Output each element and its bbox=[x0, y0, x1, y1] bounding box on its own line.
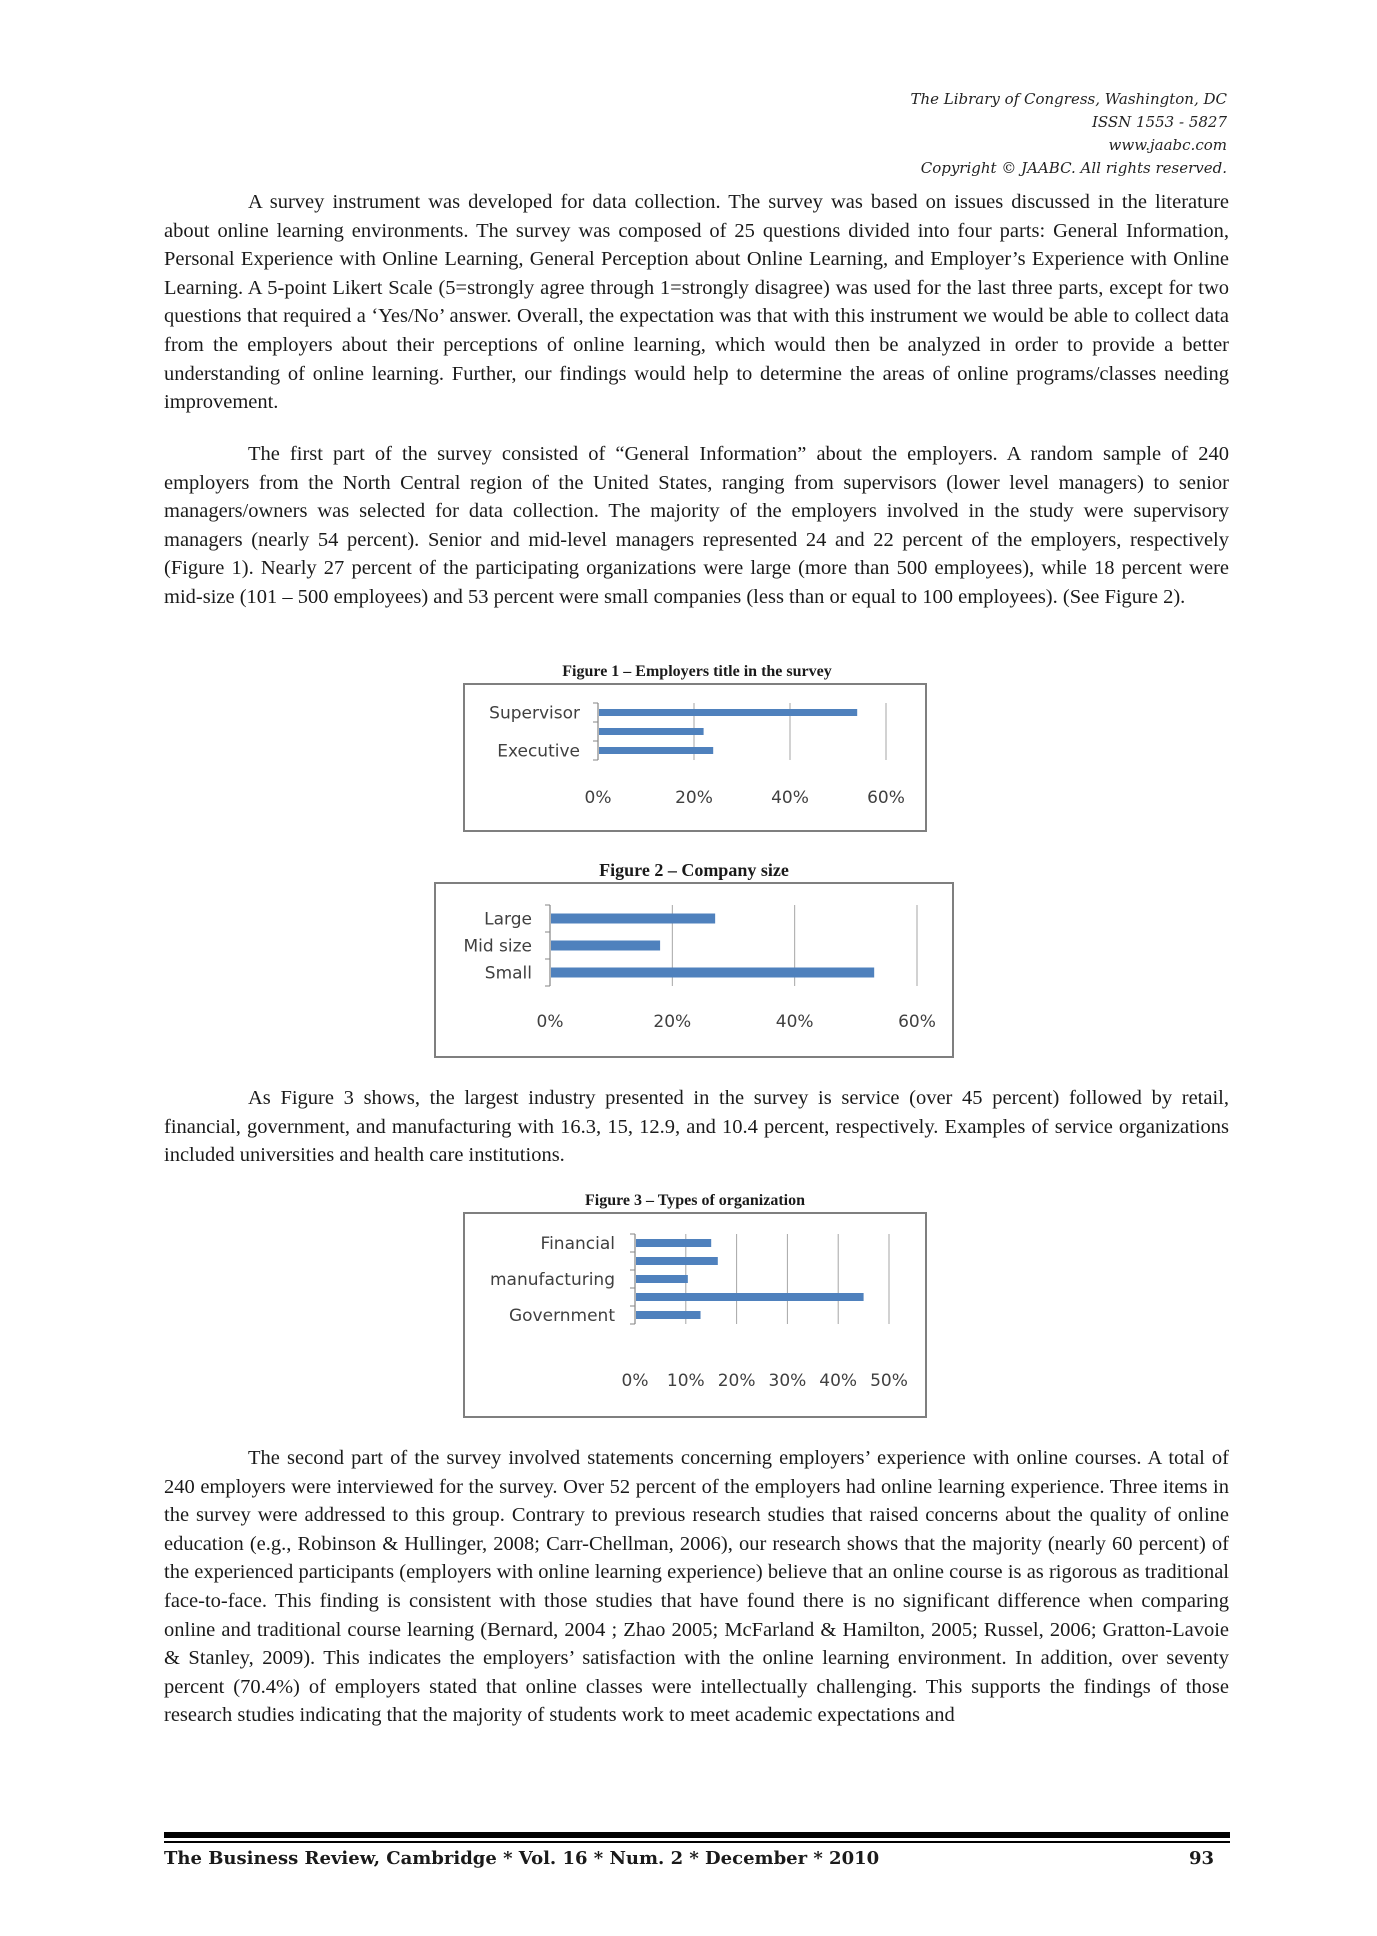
figure-2-title: Figure 2 – Company size bbox=[599, 860, 789, 880]
category-label: Financial bbox=[540, 1234, 615, 1254]
x-tick-label: 0% bbox=[584, 788, 612, 808]
paragraph-2: The first part of the survey consisted of “General Information” about the employers. A random sample of 240 employers from the North Central region of the United States, ranging from supervisors (lower level managers) to senior managers/owners was selected for data collection. The majority of the employers involved in the study were supervisory managers (nearly 54 percent). Senior and mid-level managers represented 24 and 22 percent of the employers, respectively (Figure 1). Nearly 27 percent of the participating organizations were large (more than 500 employees), while 18 percent were mid-size (101 – 500 employees) and 53 percent were small companies (less than or equal to 100 employees). (See Figure 2). bbox=[164, 443, 1229, 608]
x-tick-label: 20% bbox=[717, 1371, 756, 1391]
footer-journal-info: The Business Review, Cambridge * Vol. 16 * Num. 2 * December * 2010 bbox=[164, 1848, 880, 1869]
bar bbox=[636, 1275, 688, 1283]
x-tick-label: 20% bbox=[675, 788, 713, 808]
x-tick-label: 0% bbox=[536, 1012, 564, 1032]
x-tick-label: 0% bbox=[621, 1371, 649, 1391]
category-label: Government bbox=[508, 1306, 615, 1326]
bar bbox=[551, 968, 874, 978]
figure-1-chart bbox=[463, 683, 927, 832]
x-tick-label: 50% bbox=[870, 1371, 908, 1391]
x-tick-label: 40% bbox=[771, 788, 809, 808]
figure-3-chart bbox=[463, 1212, 927, 1418]
x-tick-label: 40% bbox=[775, 1012, 814, 1032]
bar bbox=[636, 1257, 718, 1265]
paragraph-4: The second part of the survey involved statements concerning employers’ experience with online courses. A total of 240 employers were interviewed for the survey. Over 52 percent of the employers had online learning experience. Three items in the survey were addressed to this group. Contrary to previous research studies that raised concerns about the quality of online education (e.g., Robinson & Hullinger, 2008; Carr-Chellman, 2006), our research shows that the majority (nearly 60 percent) of the experienced participants (employers with online learning experience) believe that an online course is as rigorous as traditional face-to-face. This finding is consistent with those studies that have found there is no significant difference when comparing online and traditional course learning (Bernard, 2004 ; Zhao 2005; McFarland & Hamilton, 2005; Russel, 2006; Gratton-Lavoie & Stanley, 2009). This indicates the employers’ satisfaction with the online learning environment. In addition, over seventy percent (70.4%) of employers stated that online classes were intellectually challenging. This supports the findings of those research studies indicating that the majority of students work to meet academic expectations and bbox=[164, 1447, 1229, 1727]
category-label: Large bbox=[484, 909, 532, 930]
chart-3-svg bbox=[465, 1214, 925, 1416]
category-label: manufacturing bbox=[490, 1270, 615, 1290]
x-tick-label: 10% bbox=[666, 1371, 705, 1391]
x-tick-label: 20% bbox=[653, 1012, 692, 1032]
bar bbox=[599, 709, 857, 716]
bar bbox=[636, 1311, 701, 1319]
header-line-2: ISSN 1553 - 5827 bbox=[1091, 113, 1227, 131]
bar bbox=[636, 1239, 711, 1247]
category-label: Mid size bbox=[463, 936, 532, 957]
figure-1-title: Figure 1 – Employers title in the survey bbox=[562, 663, 832, 680]
x-tick-label: 60% bbox=[867, 788, 905, 808]
x-tick-label: 60% bbox=[898, 1012, 936, 1032]
header-line-1: The Library of Congress, Washington, DC bbox=[910, 90, 1227, 108]
bar bbox=[599, 747, 713, 754]
bar bbox=[599, 728, 704, 735]
bar bbox=[551, 914, 715, 924]
x-tick-label: 30% bbox=[768, 1371, 807, 1391]
figure-2-chart bbox=[434, 882, 954, 1058]
page-number: 93 bbox=[1188, 1848, 1214, 1869]
category-label: Executive bbox=[497, 741, 580, 762]
page-header bbox=[910, 88, 1227, 180]
footer-rule-thin bbox=[164, 1841, 1230, 1843]
footer-rule-thick bbox=[164, 1832, 1230, 1838]
category-label: Small bbox=[484, 963, 532, 984]
header-line-3: www.jaabc.com bbox=[1108, 136, 1227, 154]
figure-3-title: Figure 3 – Types of organization bbox=[585, 1192, 805, 1209]
paragraph-3: As Figure 3 shows, the largest industry presented in the survey is service (over 45 percent) followed by retail, financial, government, and manufacturing with 16.3, 15, 12.9, and 10.4 percent, respectively. Examples of service organizations included universities and health care institutions. bbox=[164, 1087, 1229, 1167]
category-label: Supervisor bbox=[489, 703, 580, 724]
paragraph-1: A survey instrument was developed for data collection. The survey was based on issues discussed in the literature about online learning environments. The survey was composed of 25 questions divided into four parts: General Information, Personal Experience with Online Learning, General Perception about Online Learning, and Employer’s Experience with Online Learning. A 5-point Likert Scale (5=strongly agree through 1=strongly disagree) was used for the last three parts, except for two questions that required a ‘Yes/No’ answer. Overall, the expectation was that with this instrument we would be able to collect data from the employers about their perceptions of online learning, which would then be analyzed in order to provide a better understanding of online learning. Further, our findings would help to determine the areas of online programs/classes needing improvement. bbox=[164, 191, 1229, 414]
bar bbox=[636, 1293, 864, 1301]
bar bbox=[551, 941, 660, 951]
chart-2-svg bbox=[436, 884, 952, 1056]
chart-1-svg bbox=[465, 685, 925, 830]
header-line-4: Copyright © JAABC. All rights reserved. bbox=[920, 159, 1227, 177]
x-tick-label: 40% bbox=[819, 1371, 858, 1391]
